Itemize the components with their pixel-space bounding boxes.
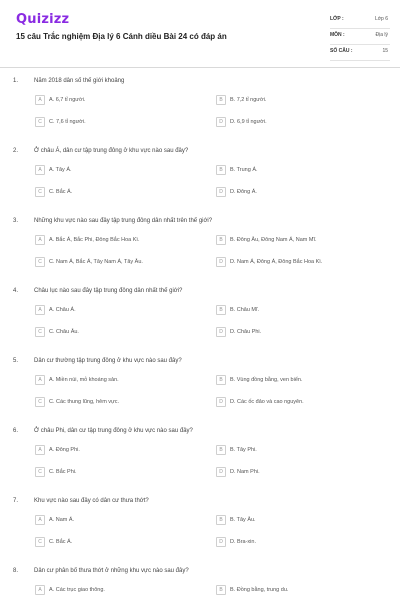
worksheet-header bbox=[0, 0, 400, 68]
option-text: A. Các trục giao thông. bbox=[49, 586, 105, 593]
option-a[interactable] bbox=[35, 585, 195, 597]
option-letter-box: A bbox=[35, 445, 45, 455]
question-text: Châu lục nào sau đây tập trung đông dân nhất thế giới? bbox=[34, 288, 183, 294]
option-d[interactable] bbox=[216, 397, 376, 409]
option-text: C. Bắc Phi. bbox=[49, 468, 77, 475]
meta-row-question-count bbox=[330, 45, 390, 61]
option-letter-box: A bbox=[35, 305, 45, 315]
option-b[interactable] bbox=[216, 515, 376, 527]
option-a[interactable] bbox=[35, 235, 195, 247]
option-d[interactable] bbox=[216, 257, 376, 269]
option-letter-box: C bbox=[35, 467, 45, 477]
option-text: A. 6,7 tỉ người. bbox=[49, 96, 86, 103]
option-letter-box: D bbox=[216, 187, 226, 197]
meta-key-subject: MÔN : bbox=[330, 32, 345, 38]
option-text: B. Đông Âu, Đông Nam Á, Nam Mĩ. bbox=[230, 236, 317, 243]
option-c[interactable] bbox=[35, 397, 195, 409]
option-letter-box: A bbox=[35, 235, 45, 245]
meta-value-subject: Địa lý bbox=[375, 32, 388, 38]
option-a[interactable] bbox=[35, 375, 195, 387]
quizizz-logo: Quizizz bbox=[16, 12, 70, 27]
question-8 bbox=[0, 568, 400, 600]
question-2 bbox=[0, 148, 400, 218]
option-text: C. Nam Á, Bắc Á, Tây Nam Á, Tây Âu. bbox=[49, 258, 143, 265]
question-number: 3. bbox=[13, 218, 19, 224]
option-text: A. Đông Phi. bbox=[49, 446, 80, 453]
option-letter-box: B bbox=[216, 165, 226, 175]
meta-value-question-count: 15 bbox=[382, 48, 388, 54]
question-text: Năm 2018 dân số thế giới khoảng bbox=[34, 78, 125, 84]
option-letter-box: D bbox=[216, 327, 226, 337]
question-7 bbox=[0, 498, 400, 568]
option-text: D. 6,9 tỉ người. bbox=[230, 118, 267, 125]
option-letter-box: D bbox=[216, 257, 226, 267]
question-number: 2. bbox=[13, 148, 19, 154]
option-c[interactable] bbox=[35, 537, 195, 549]
question-5 bbox=[0, 358, 400, 428]
option-text: D. Đông Á. bbox=[230, 188, 257, 195]
option-text: C. Bắc Á. bbox=[49, 188, 73, 195]
worksheet-title: 15 câu Trắc nghiệm Địa lý 6 Cánh diều Bài 24 có đáp án bbox=[16, 32, 227, 41]
option-letter-box: B bbox=[216, 235, 226, 245]
option-text: B. Vùng đồng bằng, ven biển. bbox=[230, 376, 303, 383]
option-letter-box: D bbox=[216, 397, 226, 407]
question-text: Dân cư thường tập trung đông ở khu vực nào sau đây? bbox=[34, 358, 182, 364]
option-b[interactable] bbox=[216, 235, 376, 247]
option-b[interactable] bbox=[216, 95, 376, 107]
question-text: Ở châu Phi, dân cư tập trung đông ở khu vực nào sau đây? bbox=[34, 428, 193, 434]
option-letter-box: B bbox=[216, 375, 226, 385]
option-b[interactable] bbox=[216, 445, 376, 457]
option-letter-box: D bbox=[216, 117, 226, 127]
option-b[interactable] bbox=[216, 585, 376, 597]
option-text: D. Bra-xin. bbox=[230, 538, 256, 545]
option-d[interactable] bbox=[216, 187, 376, 199]
option-letter-box: A bbox=[35, 165, 45, 175]
option-letter-box: A bbox=[35, 95, 45, 105]
meta-key-class: LỚP : bbox=[330, 16, 344, 22]
option-letter-box: C bbox=[35, 537, 45, 547]
question-number: 8. bbox=[13, 568, 19, 574]
option-c[interactable] bbox=[35, 467, 195, 479]
option-letter-box: D bbox=[216, 467, 226, 477]
option-b[interactable] bbox=[216, 305, 376, 317]
option-text: B. 7,2 tỉ người. bbox=[230, 96, 267, 103]
question-3 bbox=[0, 218, 400, 288]
option-letter-box: C bbox=[35, 327, 45, 337]
option-letter-box: B bbox=[216, 515, 226, 525]
option-text: B. Đồng bằng, trung du. bbox=[230, 586, 289, 593]
option-text: A. Châu Á. bbox=[49, 306, 76, 313]
option-text: B. Tây Âu. bbox=[230, 516, 256, 523]
option-letter-box: C bbox=[35, 397, 45, 407]
question-text: Khu vực nào sau đây có dân cư thưa thớt? bbox=[34, 498, 149, 504]
question-number: 6. bbox=[13, 428, 19, 434]
question-text: Ở châu Á, dân cư tập trung đông ở khu vực nào sau đây? bbox=[34, 148, 189, 154]
meta-value-class: Lớp 6 bbox=[374, 16, 388, 22]
option-text: C. Các thung lũng, hẻm vực. bbox=[49, 398, 120, 405]
option-letter-box: C bbox=[35, 187, 45, 197]
option-text: C. 7,6 tỉ người. bbox=[49, 118, 86, 125]
question-number: 4. bbox=[13, 288, 19, 294]
option-letter-box: A bbox=[35, 515, 45, 525]
option-text: C. Bắc Á. bbox=[49, 538, 73, 545]
option-text: B. Tây Phi. bbox=[230, 446, 257, 453]
option-text: A. Nam Á. bbox=[49, 516, 75, 523]
option-text: C. Châu Âu. bbox=[49, 328, 79, 335]
option-b[interactable] bbox=[216, 375, 376, 387]
option-letter-box: A bbox=[35, 375, 45, 385]
option-d[interactable] bbox=[216, 467, 376, 479]
option-d[interactable] bbox=[216, 327, 376, 339]
option-text: B. Trung Á. bbox=[230, 166, 258, 173]
option-d[interactable] bbox=[216, 117, 376, 129]
option-b[interactable] bbox=[216, 165, 376, 177]
option-c[interactable] bbox=[35, 257, 195, 269]
question-number: 5. bbox=[13, 358, 19, 364]
option-text: D. Nam Á, Đông Á, Đông Bắc Hoa Kì. bbox=[230, 258, 323, 265]
question-6 bbox=[0, 428, 400, 498]
option-a[interactable] bbox=[35, 515, 195, 527]
question-text: Những khu vực nào sau đây tập trung đông dân nhất trên thế giới? bbox=[34, 218, 213, 224]
option-c[interactable] bbox=[35, 187, 195, 199]
question-4 bbox=[0, 288, 400, 358]
option-text: A. Tây Á. bbox=[49, 166, 72, 173]
question-number: 1. bbox=[13, 78, 19, 84]
question-1 bbox=[0, 78, 400, 148]
option-letter-box: C bbox=[35, 117, 45, 127]
meta-row-subject bbox=[330, 29, 390, 45]
worksheet-meta bbox=[330, 13, 390, 61]
option-text: D. Các ốc đảo và cao nguyên. bbox=[230, 398, 304, 405]
meta-row-class bbox=[330, 13, 390, 29]
option-a[interactable] bbox=[35, 165, 195, 177]
option-c[interactable] bbox=[35, 117, 195, 129]
option-c[interactable] bbox=[35, 327, 195, 339]
option-a[interactable] bbox=[35, 305, 195, 317]
option-text: D. Châu Phi. bbox=[230, 328, 262, 335]
option-a[interactable] bbox=[35, 445, 195, 457]
option-text: B. Châu Mĩ. bbox=[230, 306, 260, 313]
option-letter-box: C bbox=[35, 257, 45, 267]
option-text: A. Miền núi, mỏ khoáng sản. bbox=[49, 376, 119, 383]
question-text: Dân cư phân bố thưa thớt ở những khu vực nào sau đây? bbox=[34, 568, 189, 574]
option-a[interactable] bbox=[35, 95, 195, 107]
option-letter-box: B bbox=[216, 305, 226, 315]
meta-key-question-count: SỐ CÂU : bbox=[330, 48, 353, 54]
option-letter-box: A bbox=[35, 585, 45, 595]
option-letter-box: B bbox=[216, 95, 226, 105]
option-text: A. Bắc Á, Bắc Phi, Đông Bắc Hoa Kì. bbox=[49, 236, 140, 243]
option-text: D. Nam Phi. bbox=[230, 468, 260, 475]
question-number: 7. bbox=[13, 498, 19, 504]
option-letter-box: B bbox=[216, 445, 226, 455]
option-d[interactable] bbox=[216, 537, 376, 549]
option-letter-box: B bbox=[216, 585, 226, 595]
option-letter-box: D bbox=[216, 537, 226, 547]
